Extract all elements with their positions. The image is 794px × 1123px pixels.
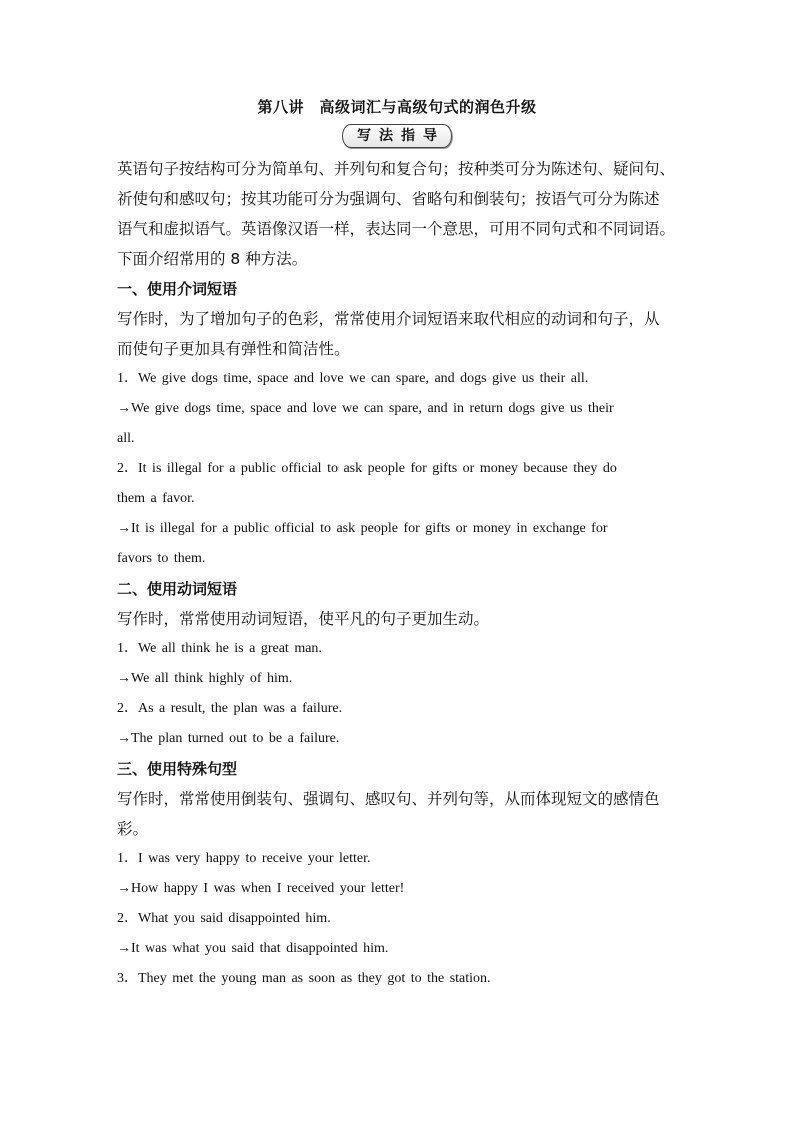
example-rewrite: →It was what you said that disappointed him. — [117, 941, 389, 956]
section-prepositional-phrases — [117, 274, 677, 574]
section-description: 写作时，常常使用倒装句、强调句、感叹句、并列句等，从而体现短文的感情色 — [117, 790, 660, 808]
example-rewrite: →We give dogs time, space and love we can spare, and in return dogs give us their — [117, 401, 614, 416]
example-sentence: 1．I was very happy to receive your letter. — [117, 851, 371, 866]
example-sentence: them a favor. — [117, 491, 195, 506]
section-heading: 三、使用特殊句型 — [117, 760, 238, 778]
example-rewrite: all. — [117, 431, 135, 446]
example-sentence: 2．What you said disappointed him. — [117, 911, 331, 926]
intro-line: 祈使句和感叹句；按其功能可分为强调句、省略句和倒装句；按语气可分为陈述 — [117, 190, 660, 208]
intro-line: 英语句子按结构可分为简单句、并列句和复合句；按种类可分为陈述句、疑问句、 — [117, 160, 676, 178]
section-description: 而使句子更加具有弹性和简洁性。 — [117, 340, 350, 358]
intro-line: 下面介绍常用的 8 种方法。 — [117, 250, 308, 268]
section-description: 写作时，为了增加句子的色彩，常常使用介词短语来取代相应的动词和句子，从 — [117, 310, 660, 328]
section-description: 彩。 — [117, 820, 149, 838]
example-sentence: 3．They met the young man as soon as they got to the station. — [117, 971, 491, 986]
example-sentence: 2．As a result, the plan was a failure. — [117, 701, 343, 716]
page-title: 第八讲 高级词汇与高级句式的润色升级 — [257, 98, 537, 116]
example-sentence: 1．We all think he is a great man. — [117, 641, 322, 656]
intro-paragraph — [117, 154, 677, 274]
example-sentence: 1．We give dogs time, space and love we can spare, and dogs give us their all. — [117, 371, 589, 386]
document-page — [117, 94, 677, 994]
section-verb-phrases — [117, 574, 677, 754]
example-rewrite: favors to them. — [117, 551, 206, 566]
section-special-sentences — [117, 754, 677, 994]
intro-line: 语气和虚拟语气。英语像汉语一样，表达同一个意思，可用不同句式和不同词语。 — [117, 220, 676, 238]
example-rewrite: →The plan turned out to be a failure. — [117, 731, 340, 746]
example-sentence: 2．It is illegal for a public official to ask people for gifts or money because they do — [117, 461, 617, 476]
section-heading: 一、使用介词短语 — [117, 280, 238, 298]
section-badge-wrap — [117, 120, 677, 152]
example-rewrite: →How happy I was when I received your letter! — [117, 881, 405, 896]
example-rewrite: →We all think highly of him. — [117, 671, 293, 686]
section-badge: 写法指导 — [342, 124, 452, 148]
section-description: 写作时，常常使用动词短语，使平凡的句子更加生动。 — [117, 610, 490, 628]
section-heading: 二、使用动词短语 — [117, 580, 238, 598]
example-rewrite: →It is illegal for a public official to ask people for gifts or money in exchange for — [117, 521, 608, 536]
